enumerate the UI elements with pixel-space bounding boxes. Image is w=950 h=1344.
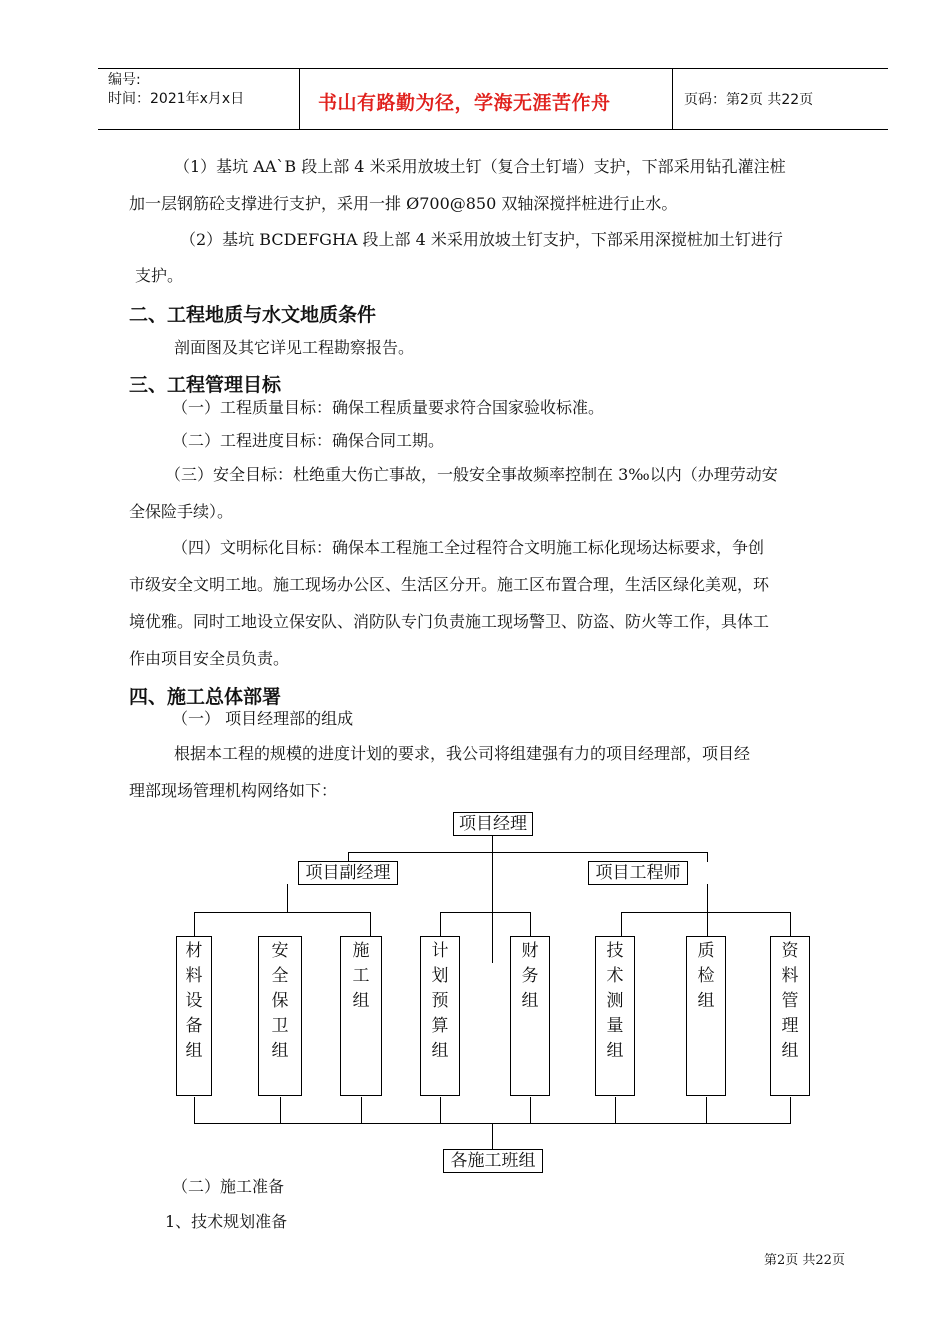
group-char: 量 (606, 1016, 624, 1036)
group-char: 卫 (271, 1016, 289, 1036)
section-3-heading: 三、工程管理目标 (129, 374, 282, 396)
group-char: 组 (606, 1041, 624, 1061)
section-4-item-1: 1、技术规划准备 (165, 1212, 288, 1231)
group-char: 管 (781, 991, 799, 1011)
connector-top-bar (348, 852, 708, 853)
goal-safety-line-2: 全保险手续）。 (129, 502, 234, 521)
connector-b4 (440, 1097, 441, 1123)
goal-civilized-line-3: 境优雅。同时工地设立保安队、消防队专门负责施工现场警卫、防盗、防火等工作，具体工 (129, 612, 770, 631)
group-char: 全 (271, 966, 289, 986)
connector-mid-g5 (530, 912, 531, 936)
group-char: 安 (271, 941, 289, 961)
connector-engineer-down (707, 884, 708, 936)
connector-b6 (615, 1097, 616, 1123)
group-char: 保 (271, 991, 289, 1011)
group-char: 施 (352, 941, 370, 961)
connector-mid-g4 (440, 912, 441, 936)
group-char: 资 (781, 941, 799, 961)
header-time-label: 时间：2021年x月x日 (108, 91, 245, 107)
group-char: 算 (431, 1016, 449, 1036)
section-4-subheading-1: （一） 项目经理部的组成 (172, 709, 354, 728)
connector-left-group-bar (194, 912, 371, 913)
connector-left-g3 (370, 912, 371, 936)
org-box-project-engineer: 项目工程师 (588, 861, 688, 885)
group-char: 工 (352, 966, 370, 986)
goal-civilized-line-2: 市级安全文明工地。施工现场办公区、生活区分开。施工区布置合理，生活区绿化美观，环 (129, 575, 770, 594)
goal-quality: （一）工程质量目标：确保工程质量要求符合国家验收标准。 (172, 398, 605, 417)
header-divider-2 (672, 68, 673, 130)
goal-safety-line-1: （三）安全目标：杜绝重大伤亡事故，一般安全事故频率控制在 3‰以内（办理劳动安 (165, 465, 778, 484)
connector-deputy-down (287, 884, 288, 912)
header-divider-1 (299, 68, 300, 130)
group-char: 术 (606, 966, 624, 986)
org-box-project-manager: 项目经理 (453, 812, 533, 836)
connector-right-group-bar (621, 912, 791, 913)
connector-b3 (361, 1097, 362, 1123)
group-char: 设 (185, 991, 203, 1011)
group-char: 计 (431, 941, 449, 961)
section-2-text: 剖面图及其它详见工程勘察报告。 (174, 338, 415, 357)
connector-mid-group-bar (440, 912, 531, 913)
goal-civilized-line-1: （四）文明标化目标：确保本工程施工全过程符合文明施工标化现场达标要求，争创 (172, 538, 765, 557)
group-char: 组 (697, 991, 715, 1011)
group-char: 备 (185, 1016, 203, 1036)
group-char: 组 (521, 991, 539, 1011)
header-page-info: 页码：第2页 共22页 (684, 92, 814, 108)
org-group-safety (258, 936, 302, 1096)
section-4-heading: 四、施工总体部署 (129, 686, 282, 708)
group-char: 技 (606, 941, 624, 961)
org-box-deputy-manager: 项目副经理 (298, 861, 398, 885)
connector-b1 (194, 1097, 195, 1123)
section-4-subheading-2: （二）施工准备 (172, 1177, 285, 1196)
footer-page-info: 第2页 共22页 (764, 1253, 845, 1268)
connector-manager-down (492, 835, 493, 963)
header-bottom-rule (98, 129, 888, 130)
group-char: 预 (431, 991, 449, 1011)
group-char: 划 (431, 966, 449, 986)
group-char: 料 (781, 966, 799, 986)
section-4-intro-line-1: 根据本工程的规模的进度计划的要求，我公司将组建强有力的项目经理部，项目经 (174, 744, 751, 763)
paragraph-1-line-2: 加一层钢筋砼支撑进行支护，采用一排 Ø700@850 双轴深搅拌桩进行止水。 (129, 194, 678, 213)
group-char: 质 (697, 941, 715, 961)
header-motto: 书山有路勤为径，学海无涯苦作舟 (318, 92, 611, 114)
section-4-intro-line-2: 理部现场管理机构网络如下： (129, 781, 338, 800)
section-2-heading: 二、工程地质与水文地质条件 (129, 304, 377, 326)
header-number-label: 编号: (108, 72, 141, 88)
org-group-quality-inspection (686, 936, 726, 1096)
group-char: 组 (271, 1041, 289, 1061)
goal-civilized-line-4: 作由项目安全员负责。 (129, 649, 290, 668)
connector-right-g6 (621, 912, 622, 936)
org-group-construction (340, 936, 382, 1096)
group-char: 测 (606, 991, 624, 1011)
goal-schedule: （二）工程进度目标：确保合同工期。 (172, 431, 445, 450)
org-group-tech-survey (595, 936, 635, 1096)
org-group-finance (510, 936, 550, 1096)
group-char: 务 (521, 966, 539, 986)
header-top-rule (98, 68, 888, 69)
org-group-planning-budget (420, 936, 460, 1096)
group-char: 财 (521, 941, 539, 961)
org-group-documents (770, 936, 810, 1096)
group-char: 料 (185, 966, 203, 986)
paragraph-1-line-1: （1）基坑 AA`B 段上部 4 米采用放坡土钉（复合土钉墙）支护，下部采用钻孔灌注桩 (174, 157, 786, 176)
paragraph-2-line-1: （2）基坑 BCDEFGHA 段上部 4 米采用放坡土钉支护，下部采用深搅桩加土钉进行 (180, 230, 783, 249)
connector-b2 (280, 1097, 281, 1123)
group-char: 组 (185, 1041, 203, 1061)
org-box-construction-teams: 各施工班组 (443, 1149, 543, 1173)
connector-b7 (706, 1097, 707, 1123)
group-char: 组 (431, 1041, 449, 1061)
connector-right-g8 (790, 912, 791, 936)
connector-left-g1 (194, 912, 195, 936)
group-char: 检 (697, 966, 715, 986)
connector-b8 (790, 1097, 791, 1123)
connector-to-engineer (707, 852, 708, 862)
connector-to-teams (492, 1123, 493, 1149)
group-char: 组 (781, 1041, 799, 1061)
group-char: 理 (781, 1016, 799, 1036)
org-group-materials (176, 936, 212, 1096)
group-char: 组 (352, 991, 370, 1011)
paragraph-2-line-2: 支护。 (135, 266, 184, 285)
connector-b5 (530, 1097, 531, 1123)
group-char: 材 (185, 941, 203, 961)
